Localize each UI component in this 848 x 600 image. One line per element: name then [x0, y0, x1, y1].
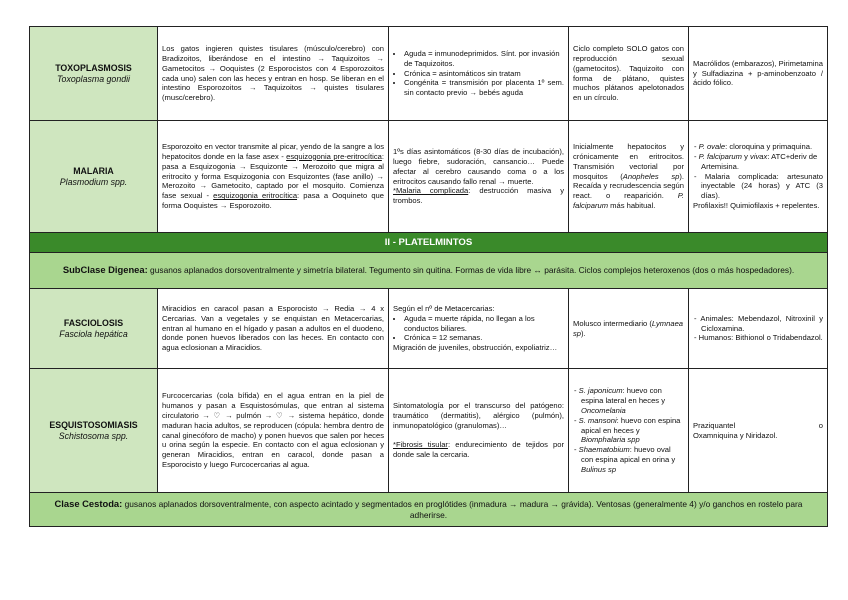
text-run: Lymnaea sp — [573, 318, 684, 338]
treatment-item — [701, 172, 823, 202]
text-run: Inicialmente hepatocitos y crónicamente en eritrocitos. Transmisión vectorial por mosquitos ( — [573, 141, 684, 181]
host-cell — [569, 369, 689, 493]
text-run: P. falciparum — [573, 191, 684, 211]
clinic-cell — [389, 369, 569, 493]
text-run: 1ºs días asintomáticos (8-30 días de incubación), luego fiebre, sudoración, cansancio… Puede afectar al cerebro causando coma o a los eritrocitos causando fallo renal → muerte. — [393, 146, 564, 186]
disease-name-cell — [30, 369, 158, 493]
text-run: : cloroquina y primaquina. — [725, 141, 813, 151]
text-run: Bulinus sp — [581, 465, 617, 475]
row-toxoplasmosis — [30, 27, 828, 121]
text-run: Anopheles sp — [622, 171, 680, 181]
text-run: Biomphalaria spp — [581, 435, 640, 445]
parasites-table — [29, 26, 828, 527]
host-item — [578, 385, 684, 416]
class-cestoda — [30, 493, 828, 527]
text-run: ). — [581, 328, 586, 338]
text-run: vivax — [750, 151, 768, 161]
section-band-platelmintos — [30, 233, 828, 253]
life-cycle-cell: Furcocercarias (cola bífida) en el agua entran en la piel de humanos y pasan a Esquistosómulas, que entran al sistema circulatorio → ♡ → pulmón → ♡ → sistema hepático, donde maduran hacia adultos, se reproducen (cópula: hembra dentro de canal ginecóforo de macho) y ponen huevos que salen por heces u orina según la especie. En contacto con el agua eclosionan y generan Miracidios, entran en caracol, donde pasan a Esporocisto y luego Furcocercarias al agua. — [158, 369, 389, 493]
text-run: Malaria complicada: artesunato inyectable (24 horas) y ATC (3 días). — [701, 171, 823, 201]
text-run: Oncomelania — [581, 405, 626, 415]
clinic-item: • Crónica = asintomáticos sin tratam — [404, 69, 564, 79]
disease-name-cell — [30, 121, 158, 233]
text-run: ). Recaída y recrudescencia según react. o reaparición. — [573, 171, 684, 201]
text-run: y — [741, 151, 751, 161]
row-fasciolosis — [30, 289, 828, 369]
text-run: S. japonicum — [578, 385, 623, 395]
species-name: Toxoplasma gondii — [56, 73, 131, 84]
text-run: o — [818, 420, 823, 430]
text-run: : huevo con espina apical en heces y — [581, 415, 681, 435]
text-run: Esporozoito en vector transmite al picar, yendo de la sangre a los hepatocitos donde en la fase asex - — [162, 141, 384, 161]
subclass-text: gusanos aplanados dorsoventralmente y simetría bilateral. Tegumento sin quitina. Formas de vida libre ↔ parásita. Ciclos complejos heteroxenos (dos o más hospedadores). — [147, 265, 795, 276]
row-esquistosomiasis — [30, 369, 828, 493]
treatment-item: - Animales: Mebendazol, Nitroxinil y Cicloxamina. — [701, 314, 823, 334]
life-cycle-cell: Miracidios en caracol pasan a Esporocisto → Redia → 4 x Cercarias. Van a vegetales y se enquistan en Metacercarias, entran al humano en el hígado y pasan a adultos en el duodeno, donde ponen huevos liberados con las heces. En contacto con agua eclosionan a Miracidios. — [158, 289, 389, 369]
clinic-cell — [389, 27, 569, 121]
host-item — [578, 445, 684, 475]
treatment-item — [698, 141, 823, 152]
clinic-item: • Congénita = transmisión por placenta 1º sem. sin contacto previo → bebés aguda — [404, 78, 564, 98]
host-cell — [569, 289, 689, 369]
text-run: esquizogonia eritrocítica — [213, 191, 298, 201]
species-name: Schistosoma spp. — [58, 430, 129, 441]
species-name: Fasciola hepática — [59, 328, 128, 339]
clinic-cell — [389, 121, 569, 233]
class-cestoda-row — [30, 493, 828, 527]
class-label: Clase Cestoda: — [54, 497, 123, 509]
clinic-item: • Aguda = inmunodeprimidos. Sínt. por invasión de Taquizoitos. — [404, 49, 564, 69]
treatment-cell — [689, 369, 828, 493]
text-run: : ATC+deriv de Artemisina. — [701, 151, 818, 171]
disease-name: FASCIOLOSIS — [63, 317, 124, 328]
disease-name: MALARIA — [73, 165, 114, 176]
text-run: Molusco intermediario ( — [573, 318, 652, 328]
text-run: *Malaria complicada — [393, 186, 469, 196]
text-run: : endurecimiento de tejidos por donde sale la cercaria. — [393, 440, 564, 460]
treatment-cell — [689, 289, 828, 369]
host-cell: Ciclo completo SOLO gatos con reproducción sexual (gametocitos). Taquizoito con forma de plátano, quistes muchos plátanos apelotonados en un círculo. — [569, 27, 689, 121]
clinic-cell — [389, 289, 569, 369]
subclass-label: SubClase Digenea: — [62, 264, 148, 276]
treatment-item — [698, 151, 823, 172]
section-title: II - PLATELMINTOS — [30, 233, 828, 253]
text-run: Praziquantel — [693, 420, 736, 430]
text-run: : huevo con espina lateral en heces y — [581, 385, 666, 405]
disease-name-cell — [30, 289, 158, 369]
clinic-item: • Crónica = 12 semanas. — [404, 333, 564, 343]
host-cell — [569, 121, 689, 233]
subclass-digenea-row — [30, 253, 828, 289]
life-cycle-cell — [158, 121, 389, 233]
treatment-item: - Humanos: Bithionol o Tridabendazol. — [701, 333, 823, 343]
text-run: esquizogonia pre-eritrocítica — [286, 151, 382, 161]
treatment-cell: Macrólidos (embarazos), Pirimetamina y Sulfadiazina + p-aminobenzoato / ácido fólico. — [689, 27, 828, 121]
disease-name: TOXOPLASMOSIS — [55, 62, 132, 73]
text-run: Oxamniquina y Niridazol. — [693, 430, 778, 440]
text-run: P. ovale — [698, 141, 726, 151]
clinic-intro: Según el nº de Metacercarias: — [393, 303, 495, 313]
text-run: más habitual. — [608, 201, 656, 211]
species-name: Plasmodium spp. — [59, 176, 128, 187]
disease-name-cell — [30, 27, 158, 121]
subclass-digenea — [30, 253, 828, 289]
text-run: : pasa a Esquizogonia → Esquizonte → Merozoito que migra al eritrocito y forma Esquizogonia con Esquizontes (fase anillo) → Merozoito → Gametocito, captado por el mosquito. Comienza fase sexual - — [162, 151, 384, 201]
text-run: *Fibrosis tisular — [393, 440, 448, 450]
treatment-cell — [689, 121, 828, 233]
text-run: : huevo oval con espina apical en orina y — [581, 445, 676, 465]
text-run: Sintomatología por el transcurso del patógeno: traumático (dermatitis), alérgico (pulmón), inmunopatológico (granulomas)… — [393, 400, 564, 430]
text-run: Shaematobium — [578, 445, 630, 455]
text-run: P. falciparum — [698, 151, 742, 161]
text-run: : destrucción masiva y trombos. — [393, 186, 564, 206]
clinic-end: Migración de juveniles, obstrucción, expoliatriz… — [393, 343, 558, 353]
clinic-item: • Aguda = muerte rápida, no llegan a los conductos biliares. — [404, 314, 564, 334]
host-item — [578, 415, 684, 446]
disease-name: ESQUISTOSOMIASIS — [49, 419, 138, 430]
row-malaria — [30, 121, 828, 233]
text-run: S. mansoni — [578, 415, 617, 425]
text-run: : pasa a Ooquineto que forma Ooquistes → Esporozoito. — [162, 191, 384, 211]
life-cycle-cell: Los gatos ingieren quistes tisulares (músculo/cerebro) con Bradizoitos, liberándose en el intestino → Taquizoitos → Gametocitos → Ooquistes (2 Esporocistos con 4 Esporozoitos cada uno) salen con las heces y entran en hosp. Se liberan en el intestino Esporozoitos → Taquizoitos → quistes tisulares (musc/cerebro). — [158, 27, 389, 121]
class-text: gusanos aplanados dorsoventralmente, con aspecto acintado y segmentados en proglótides (inmadura → madura → grávida). Ventosas (generalmente 4) y/o ganchos en rostelo para adherirse. — [122, 498, 803, 520]
treatment-note: Profilaxis!! Quimiofilaxis + repelentes. — [693, 201, 820, 211]
